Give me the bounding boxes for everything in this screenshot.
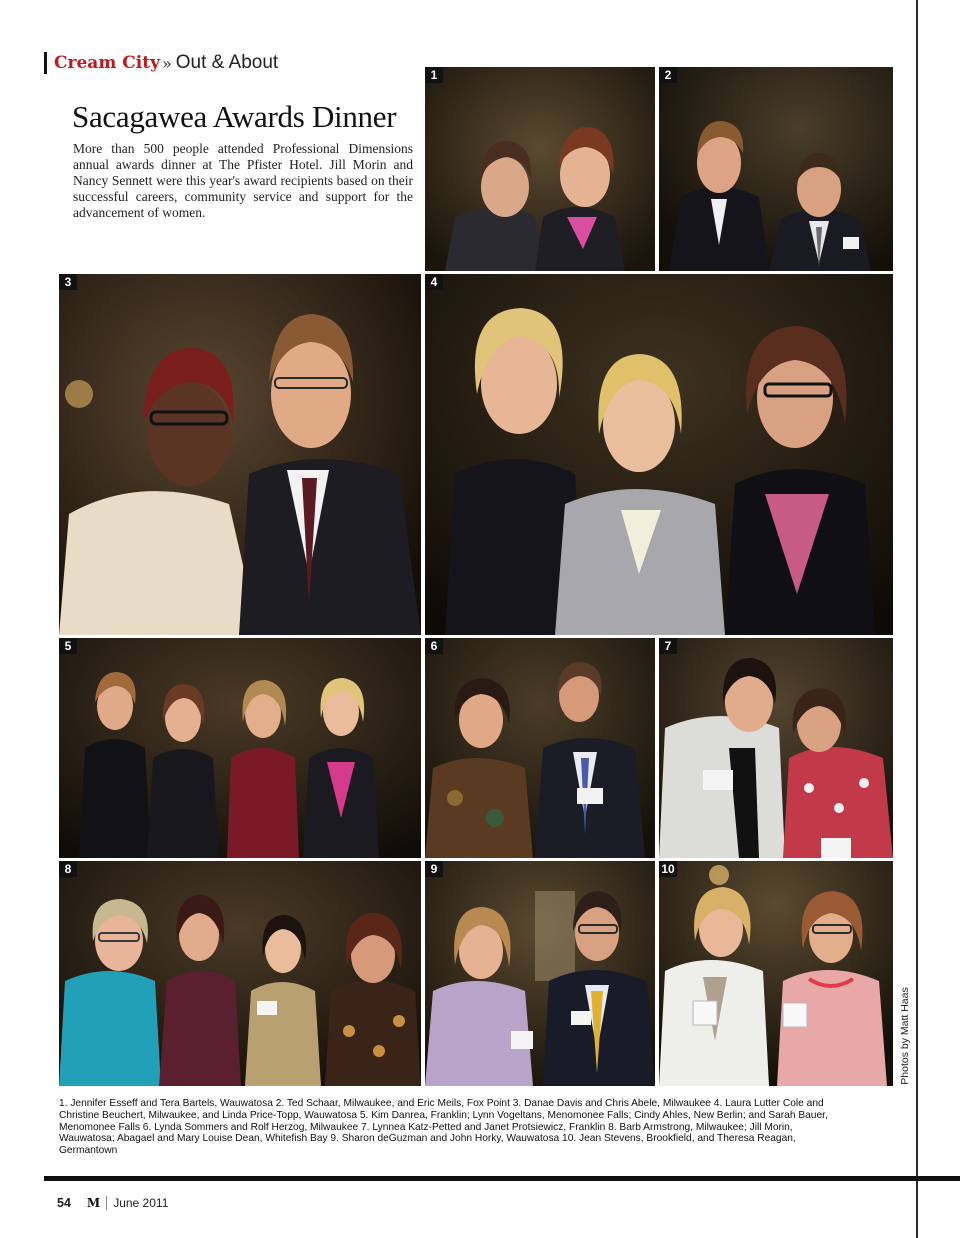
photo-number: 7 xyxy=(659,638,677,654)
photo-credit: Photos by Matt Haas xyxy=(899,987,911,1085)
photo-number: 5 xyxy=(59,638,77,654)
photo-number: 6 xyxy=(425,638,443,654)
photo-6-image xyxy=(425,638,655,858)
photo-number: 9 xyxy=(425,861,443,877)
page-edge-rule xyxy=(916,0,918,1238)
section-header xyxy=(44,50,278,76)
footer-rule xyxy=(44,1176,960,1181)
article-intro: More than 500 people attended Professional Dimensions annual awards dinner at The Pfister Hotel. Jill Morin and Nancy Sennett were this year's award recipients based on their successful careers, community service and support for the advancement of women. xyxy=(73,141,413,220)
photo-credit-wrap xyxy=(896,985,914,1087)
section-separator: » xyxy=(161,53,172,73)
folio xyxy=(57,1196,168,1210)
photo-3-image xyxy=(59,274,421,635)
photo-number: 10 xyxy=(659,861,677,877)
photo-1 xyxy=(425,67,655,271)
photo-9-image xyxy=(425,861,655,1086)
folio-divider xyxy=(106,1196,107,1210)
photo-7 xyxy=(659,638,893,858)
photo-9 xyxy=(425,861,655,1086)
photo-captions: 1. Jennifer Esseff and Tera Bartels, Wauwatosa 2. Ted Schaar, Milwaukee, and Eric Meils, Fox Point 3. Danae Davis and Chris Abele, Milwaukee 4. Laura Lutter Cole and Christine Beuchert, Milwaukee, and Linda Price-Topp, Wauwatosa 5. Kim Danrea, Franklin; Lynn Vogeltans, Menomonee Falls; Cindy Ahles, New Berlin; and Sarah Bauer, Menomonee Falls 6. Lynda Sommers and Rolf Herzog, Milwaukee 7. Lynnea Katz-Petted and Janet Protsiewicz, Franklin 8. Barb Armstrong, Milwaukee; Jill Morin, Wauwatosa; Abagael and Mary Louise Dean, Whitefish Bay 9. Sharon deGuzman and John Horky, Wauwatosa 10. Jean Stevens, Brookfield, and Theresa Reagan, Germantown xyxy=(59,1098,828,1157)
issue-date: June 2011 xyxy=(113,1196,169,1210)
photo-4-image xyxy=(425,274,893,635)
section-subtitle: Out & About xyxy=(175,52,279,73)
photo-10 xyxy=(659,861,893,1086)
photo-3 xyxy=(59,274,421,635)
photo-number: 4 xyxy=(425,274,443,290)
photo-5 xyxy=(59,638,421,858)
photo-number: 1 xyxy=(425,67,443,83)
photo-number: 8 xyxy=(59,861,77,877)
magazine-logo: M xyxy=(86,1196,101,1210)
photo-7-image xyxy=(659,638,893,858)
photo-2 xyxy=(659,67,893,271)
photo-6 xyxy=(425,638,655,858)
page-number: 54 xyxy=(57,1196,71,1210)
article-title: Sacagawea Awards Dinner xyxy=(72,99,397,134)
section-bar xyxy=(44,52,47,74)
photo-number: 3 xyxy=(59,274,77,290)
photo-4 xyxy=(425,274,893,635)
photo-2-image xyxy=(659,67,893,271)
photo-number: 2 xyxy=(659,67,677,83)
photo-10-image xyxy=(659,861,893,1086)
photo-5-image xyxy=(59,638,421,858)
section-name: Cream City xyxy=(54,53,160,73)
photo-8 xyxy=(59,861,421,1086)
photo-1-image xyxy=(425,67,655,271)
photo-8-image xyxy=(59,861,421,1086)
